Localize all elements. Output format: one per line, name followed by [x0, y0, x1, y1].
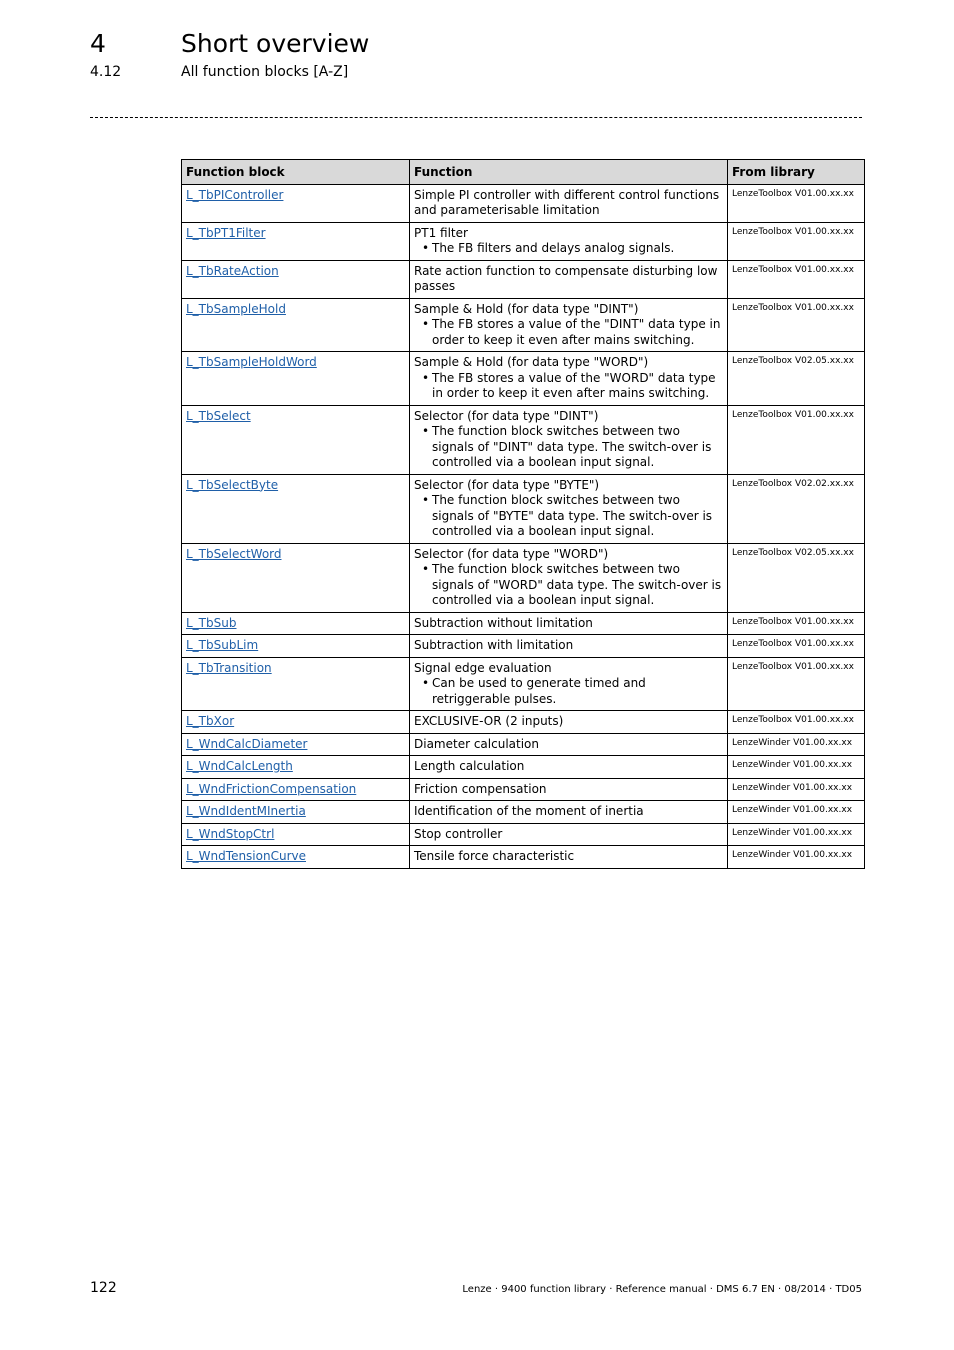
table-row [182, 612, 865, 635]
library-cell: LenzeToolbox V01.00.xx.xx [728, 260, 865, 298]
function-block-link[interactable]: L_WndCalcLength [186, 759, 293, 773]
library-cell: LenzeToolbox V01.00.xx.xx [728, 222, 865, 260]
table-row [182, 823, 865, 846]
library-cell: LenzeWinder V01.00.xx.xx [728, 846, 865, 869]
function-description: EXCLUSIVE-OR (2 inputs) [414, 714, 564, 728]
function-description: Tensile force characteristic [414, 849, 575, 863]
chapter-title: Short overview [181, 29, 370, 58]
function-cell [410, 405, 728, 474]
table-row [182, 260, 865, 298]
chapter-number: 4 [90, 29, 106, 58]
function-block-link[interactable]: L_WndStopCtrl [186, 826, 275, 841]
table-row [182, 298, 865, 352]
function-block-link[interactable]: L_TbSelectWord [186, 546, 282, 561]
library-cell: LenzeWinder V01.00.xx.xx [728, 733, 865, 756]
column-header: From library [728, 160, 865, 185]
function-description: Subtraction with limitation [414, 638, 574, 652]
function-block-cell [182, 352, 410, 406]
section-title: All function blocks [A-Z] [181, 64, 349, 80]
function-description: Subtraction without limitation [414, 615, 593, 630]
function-cell [410, 612, 728, 635]
function-block-cell [182, 405, 410, 474]
table-row [182, 801, 865, 824]
function-block-cell [182, 260, 410, 298]
function-cell [410, 733, 728, 756]
function-block-cell [182, 184, 410, 222]
function-bullet-list [414, 493, 723, 540]
function-bullet-item: • The FB filters and delays analog signals. [414, 241, 723, 257]
table-row [182, 222, 865, 260]
function-bullet-item: • The FB stores a value of the "WORD" data type in order to keep it even after mains switching. [414, 371, 723, 402]
function-cell [410, 657, 728, 711]
function-bullet-list [414, 241, 723, 257]
footer-text: Lenze · 9400 function library · Reference manual · DMS 6.7 EN · 08/2014 · TD05 [462, 1284, 862, 1295]
function-cell [410, 260, 728, 298]
table-row [182, 543, 865, 612]
table-body [182, 184, 865, 868]
function-description: Length calculation [414, 759, 525, 773]
function-cell [410, 711, 728, 734]
function-cell [410, 635, 728, 658]
function-description: Signal edge evaluation [414, 660, 552, 675]
function-block-link[interactable]: L_TbSub [186, 615, 237, 630]
library-cell: LenzeToolbox V01.00.xx.xx [728, 657, 865, 711]
function-cell [410, 756, 728, 779]
library-cell: LenzeToolbox V02.05.xx.xx [728, 352, 865, 406]
library-cell: LenzeWinder V01.00.xx.xx [728, 756, 865, 779]
function-description: Simple PI controller with different control functions and parameterisable limitation [414, 187, 720, 217]
function-cell [410, 352, 728, 406]
function-block-link[interactable]: L_WndIdentMInertia [186, 804, 306, 818]
function-block-link[interactable]: L_WndFrictionCompensation [186, 781, 357, 796]
library-cell: LenzeToolbox V01.00.xx.xx [728, 711, 865, 734]
function-block-cell [182, 756, 410, 779]
function-cell [410, 184, 728, 222]
table-row [182, 474, 865, 543]
function-bullet-item: • The function block switches between two signals of "BYTE" data type. The switch-over is controlled via a boolean input signal. [414, 493, 723, 540]
function-block-cell [182, 801, 410, 824]
function-block-cell [182, 733, 410, 756]
function-cell [410, 778, 728, 801]
function-description: Diameter calculation [414, 736, 539, 751]
table-row [182, 635, 865, 658]
function-cell [410, 298, 728, 352]
function-block-cell [182, 778, 410, 801]
table-row [182, 733, 865, 756]
table-row [182, 405, 865, 474]
page-number: 122 [90, 1280, 117, 1296]
function-description: Selector (for data type "WORD") [414, 546, 609, 561]
table-header-row [182, 160, 865, 185]
library-cell: LenzeWinder V01.00.xx.xx [728, 778, 865, 801]
function-bullet-item: • The function block switches between two signals of "WORD" data type. The switch-over is controlled via a boolean input signal. [414, 562, 723, 609]
function-bullet-list [414, 562, 723, 609]
function-cell [410, 474, 728, 543]
function-block-link[interactable]: L_TbSubLim [186, 638, 259, 652]
function-cell [410, 823, 728, 846]
function-block-link[interactable]: L_TbPIController [186, 187, 284, 202]
function-bullet-list [414, 317, 723, 348]
table-row [182, 778, 865, 801]
function-block-cell [182, 222, 410, 260]
function-cell [410, 801, 728, 824]
function-bullet-list [414, 424, 723, 471]
library-cell: LenzeToolbox V01.00.xx.xx [728, 635, 865, 658]
function-block-cell [182, 657, 410, 711]
function-bullet-item: • Can be used to generate timed and retriggerable pulses. [414, 676, 723, 707]
function-description: Identification of the moment of inertia [414, 804, 644, 818]
table-row [182, 756, 865, 779]
library-cell: LenzeWinder V01.00.xx.xx [728, 801, 865, 824]
function-bullet-item: • The function block switches between two signals of "DINT" data type. The switch-over is controlled via a boolean input signal. [414, 424, 723, 471]
function-block-link[interactable]: L_TbSelectByte [186, 477, 279, 492]
function-block-link[interactable]: L_TbXor [186, 714, 235, 728]
library-cell: LenzeToolbox V01.00.xx.xx [728, 612, 865, 635]
table-row [182, 657, 865, 711]
library-cell: LenzeToolbox V01.00.xx.xx [728, 405, 865, 474]
table-row [182, 711, 865, 734]
function-bullet-list [414, 371, 723, 402]
table-row [182, 846, 865, 869]
function-block-link[interactable]: L_TbTransition [186, 660, 272, 675]
library-cell: LenzeWinder V01.00.xx.xx [728, 823, 865, 846]
function-cell [410, 222, 728, 260]
table-row [182, 184, 865, 222]
header-divider [90, 117, 862, 118]
function-block-link[interactable]: L_TbPT1Filter [186, 225, 266, 240]
function-block-table [181, 159, 865, 869]
function-description: Selector (for data type "DINT") [414, 408, 599, 423]
section-number: 4.12 [90, 64, 122, 80]
function-block-link[interactable]: L_TbSampleHold [186, 301, 286, 316]
function-description: Selector (for data type "BYTE") [414, 477, 600, 492]
library-cell: LenzeToolbox V01.00.xx.xx [728, 184, 865, 222]
function-description: PT1 filter [414, 225, 468, 240]
function-block-cell [182, 635, 410, 658]
function-block-cell [182, 474, 410, 543]
function-block-cell [182, 543, 410, 612]
function-block-cell [182, 711, 410, 734]
function-description: Sample & Hold (for data type "WORD") [414, 355, 649, 369]
library-cell: LenzeToolbox V02.05.xx.xx [728, 543, 865, 612]
library-cell: LenzeToolbox V01.00.xx.xx [728, 298, 865, 352]
function-block-cell [182, 612, 410, 635]
function-block-cell [182, 298, 410, 352]
function-block-link[interactable]: L_TbRateAction [186, 263, 279, 278]
function-description: Rate action function to compensate disturbing low passes [414, 263, 718, 293]
function-description: Friction compensation [414, 781, 547, 796]
function-bullet-list [414, 676, 723, 707]
function-block-link[interactable]: L_TbSelect [186, 408, 251, 423]
table-row [182, 352, 865, 406]
function-description: Sample & Hold (for data type "DINT") [414, 301, 639, 316]
function-cell [410, 846, 728, 869]
function-block-cell [182, 823, 410, 846]
library-cell: LenzeToolbox V02.02.xx.xx [728, 474, 865, 543]
function-block-cell [182, 846, 410, 869]
function-description: Stop controller [414, 826, 503, 841]
column-header: Function block [182, 160, 410, 185]
function-bullet-item: • The FB stores a value of the "DINT" data type in order to keep it even after mains switching. [414, 317, 723, 348]
function-block-link[interactable]: L_TbSampleHoldWord [186, 355, 317, 369]
function-block-link[interactable]: L_WndTensionCurve [186, 849, 306, 863]
function-block-link[interactable]: L_WndCalcDiameter [186, 736, 308, 751]
function-cell [410, 543, 728, 612]
column-header: Function [410, 160, 728, 185]
